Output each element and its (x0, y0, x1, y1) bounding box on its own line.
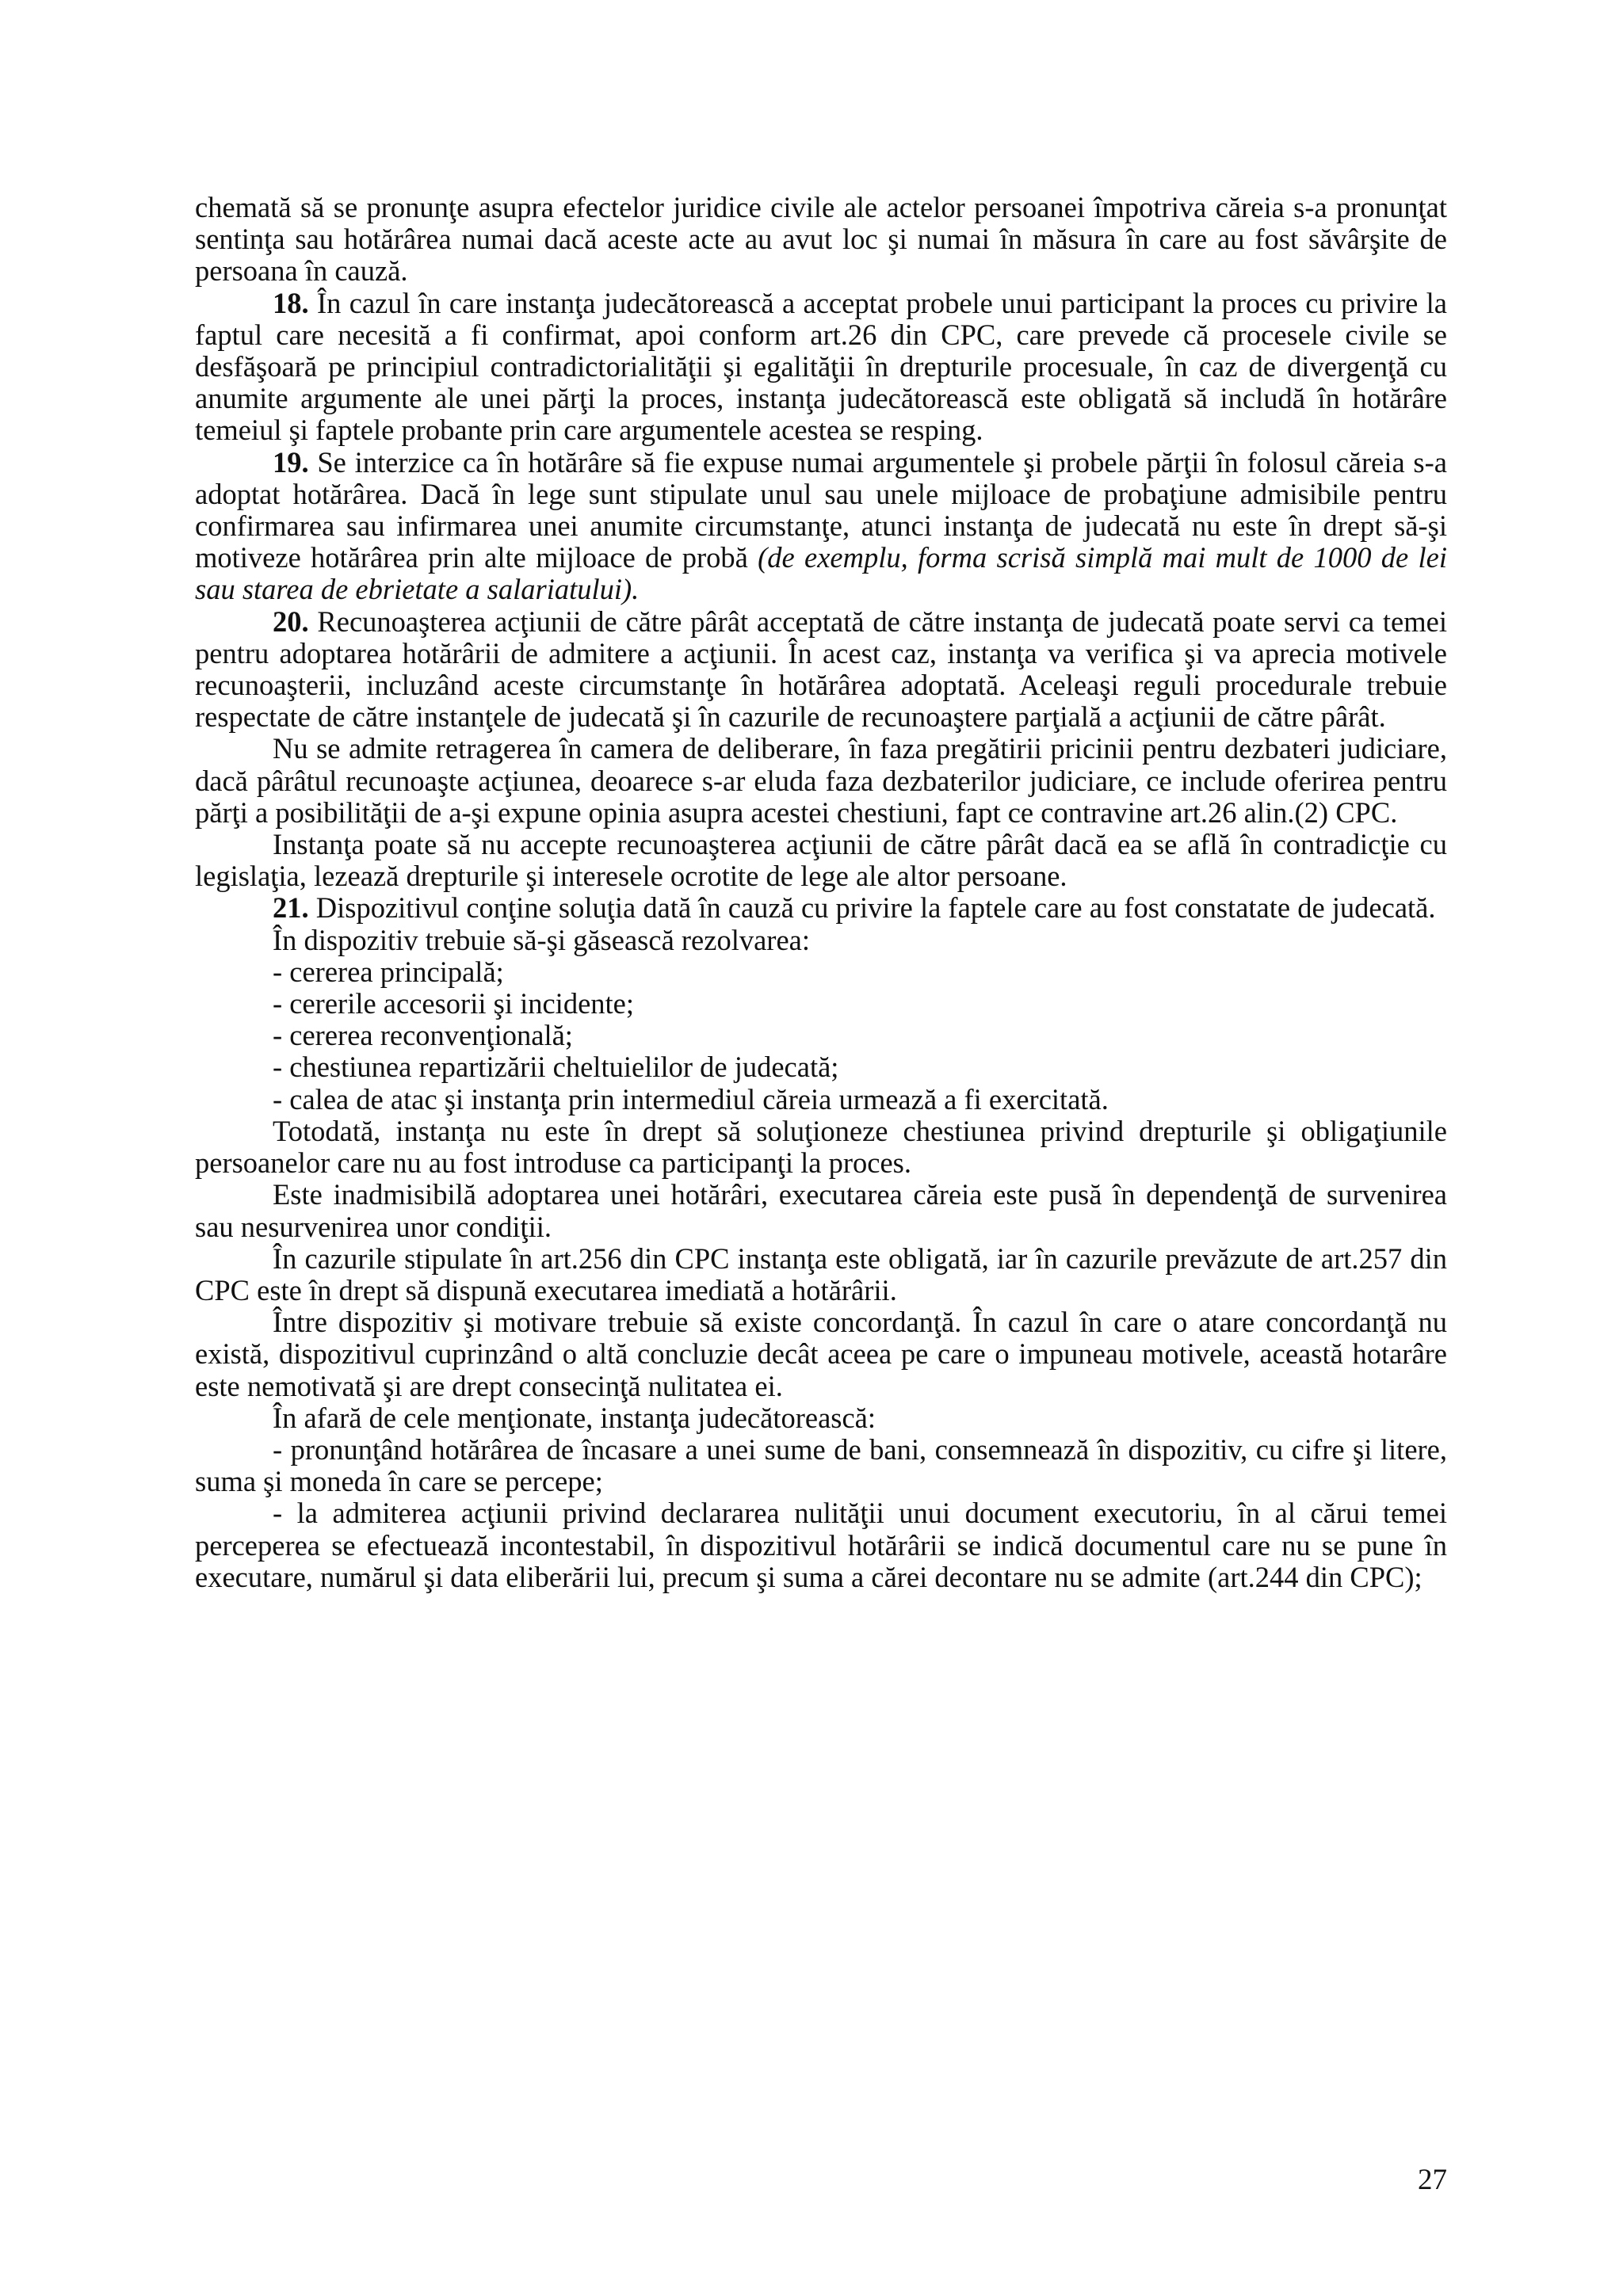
paragraph: Între dispozitiv şi motivare trebuie să existe concordanţă. În cazul în care o atare concordanţă nu există, dispozitivul cuprinzând o altă concluzie decât aceea pe care o impuneau motivele, această hotarâre este nemotivată şi are drept consecinţă nulitatea ei. (195, 1306, 1447, 1402)
italic-example-text: (de exemplu, forma scrisă simplă mai mult de 1000 de lei sau starea de ebrietate a salariatului). (195, 541, 1448, 606)
paragraph-number: 21. (273, 891, 309, 925)
paragraph-20 (195, 606, 1447, 734)
page-body-text (195, 192, 1447, 1593)
paragraph: - pronunţând hotărârea de încasare a unei sume de bani, consemnează în dispozitiv, cu cifre şi litere, suma şi moneda în care se percepe; (195, 1432, 1447, 1498)
paragraph-21 (195, 892, 1447, 924)
paragraph: Instanţa poate să nu accepte recunoaşterea acţiunii de către pârât dacă ea se află în contradicţie cu legislaţia, lezează drepturile şi interesele ocrotite de lege ale altor persoane. (195, 828, 1447, 893)
paragraph: Nu se admite retragerea în camera de deliberare, în faza pregătirii pricinii pentru dezbateri judiciare, dacă pârâtul recunoaşte acţiunea, deoarece s-ar eluda faza dezbaterilor judiciare, ce include oferirea pentru părţi a posibilităţii de a-şi expune opinia asupra acestei chestiuni, fapt ce contravine art.26 alin.(2) CPC. (195, 732, 1447, 829)
list-item: - chestiunea repartizării cheltuielilor de judecată; (273, 1051, 839, 1084)
paragraph-18 (195, 288, 1447, 447)
paragraph-19 (195, 447, 1447, 606)
paragraph-number: 18. (273, 286, 309, 319)
paragraph: În cazurile stipulate în art.256 din CPC instanţa este obligată, iar în cazurile prevăzute de art.257 din CPC este în drept să dispună executarea imediată a hotărârii. (195, 1241, 1447, 1306)
paragraph-text: Recunoaşterea acţiunii de către pârât acceptată de către instanţa de judecată poate servi ca temei pentru adoptarea hotărârii de admitere a acţiunii. În acest caz, instanţa va verifica şi va aprecia motivele recunoaşterii, incluzând aceste circumstanţe în hotărârea adoptată. Aceleaşi reguli procedurale trebuie respectate de către instanţele de judecată şi în cazurile de recunoaştere parţială a acţiunii de către pârât. (195, 605, 1447, 734)
paragraph-text: Dispozitivul conţine soluţia dată în cauză cu privire la faptele care au fost constatate de judecată. (308, 891, 1436, 925)
paragraph: În afară de cele menţionate, instanţa judecătorească: (273, 1401, 876, 1434)
list-item: - cererea reconvenţională; (273, 1019, 573, 1052)
paragraph: Este inadmisibilă adoptarea unei hotărâri, executarea căreia este pusă în dependenţă de survenirea sau nesurvenirea unor condiţii. (195, 1178, 1447, 1243)
paragraph: În dispozitiv trebuie să-şi găsească rezolvarea: (273, 923, 810, 956)
paragraph-number: 19. (273, 445, 309, 479)
paragraph-text: În cazul în care instanţa judecătorească a acceptat probele unui participant la proces cu privire la faptul care necesită a fi confirmat, apoi conform art.26 din CPC, care prevede că procesele civile se desfăşoară pe principiul contradictorialităţii şi egalităţii în drepturile procesuale, în caz de divergenţă cu anumite argumente ale unei părţi la proces, instanţa judecătorească este obligată să includă în hotărâre temeiul şi faptele probante prin care argumentele acestea se resping. (195, 286, 1447, 447)
paragraph: Totodată, instanţa nu este în drept să soluţioneze chestiunea privind drepturile şi obligaţiunile persoanelor care nu au fost introduse ca participanţi la proces. (195, 1114, 1447, 1180)
paragraph: - la admiterea acţiunii privind declararea nulităţii unui document executoriu, în al cărui temei perceperea se efectuează incontestabil, în dispozitivul hotărârii se indică documentul care nu se pune în executare, numărul şi data eliberării lui, precum şi suma a cărei decontare nu se admite (art.244 din CPC); (195, 1497, 1447, 1593)
paragraph-continuation: chemată să se pronunţe asupra efectelor juridice civile ale actelor persoanei împotriva căreia s-a pronunţat sentinţa sau hotărârea numai dacă aceste acte au avut loc şi numai în măsura în care au fost săvârşite de persoana în cauză. (195, 191, 1447, 288)
list-item: - calea de atac şi instanţa prin intermediul căreia urmează a fi exercitată. (273, 1082, 1109, 1116)
list-item: - cererile accesorii şi incidente; (273, 987, 635, 1020)
page-number: 27 (1418, 2164, 1447, 2196)
paragraph-text: Se interzice ca în hotărâre să fie expuse numai argumentele şi probele părţii în folosul căreia s-a adoptat hotărârea. Dacă în lege sunt stipulate unul sau unele mijloace de probaţiune admisibile pentru confirmarea sau infirmarea unei anumite circumstanţe, atunci instanţa de judecată nu este în drept să-şi motiveze hotărârea prin alte mijloace de probă (195, 445, 1447, 574)
list-item: - cererea principală; (273, 955, 504, 988)
paragraph-number: 20. (273, 605, 309, 638)
